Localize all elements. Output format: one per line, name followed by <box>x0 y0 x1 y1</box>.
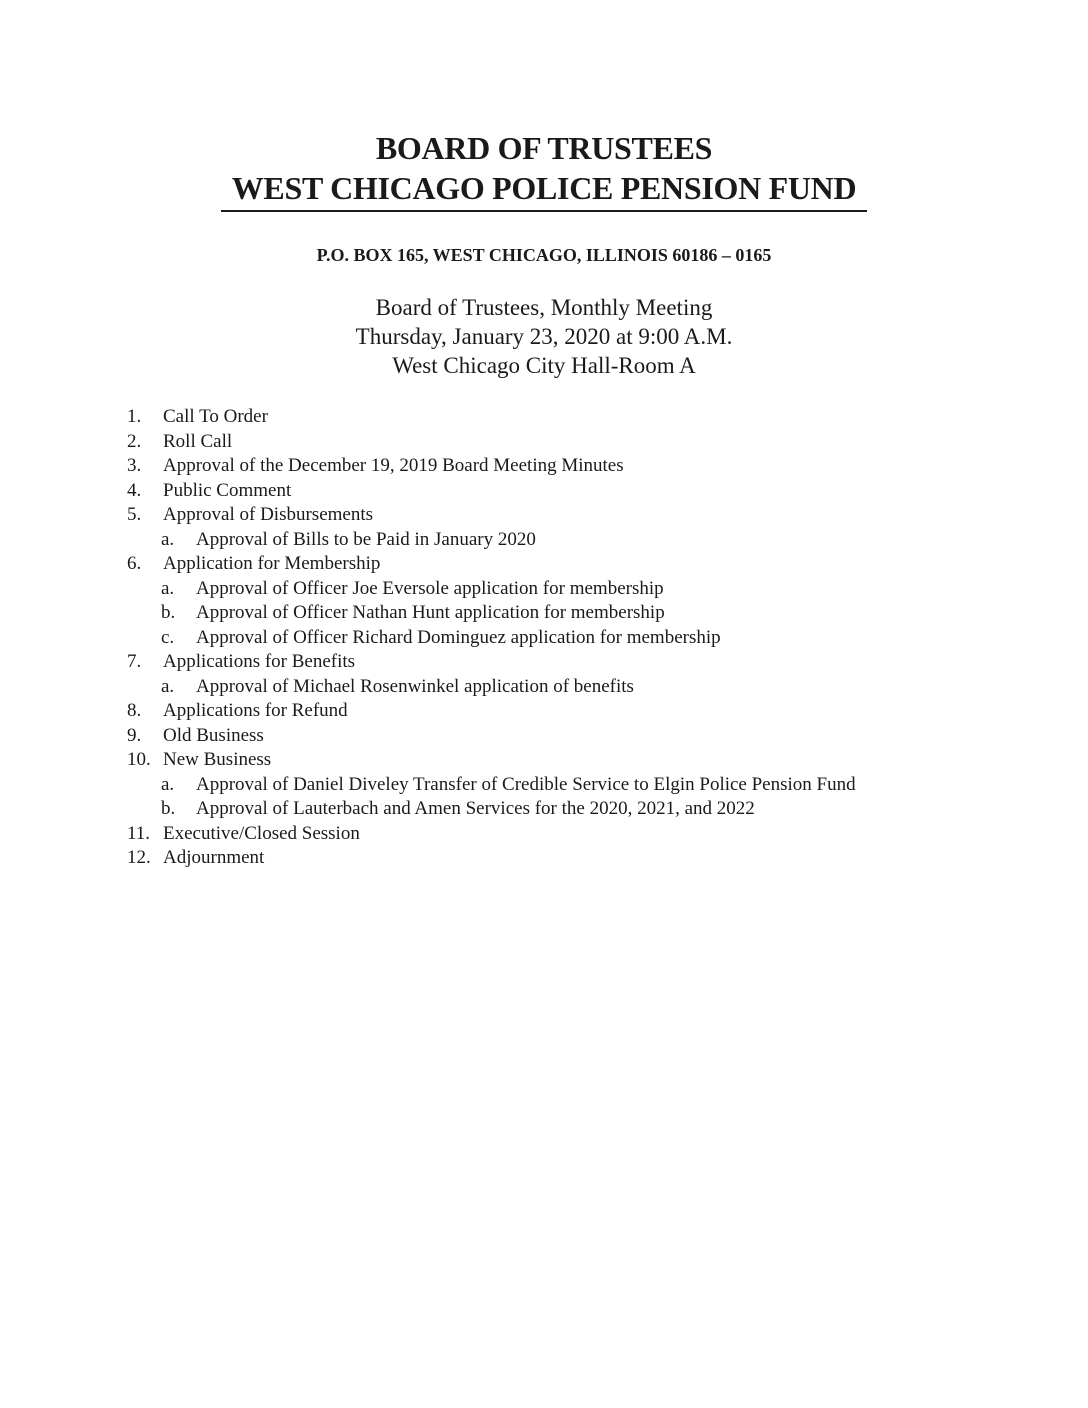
agenda-item-row <box>120 430 1020 455</box>
agenda-subitem-letter: b. <box>161 602 176 623</box>
title-line-1: BOARD OF TRUSTEES <box>375 130 713 166</box>
agenda-item-number: 10. <box>127 749 151 770</box>
agenda-item-number: 8. <box>127 700 142 721</box>
agenda-subitem-text: Approval of Bills to be Paid in January 2020 <box>196 528 536 550</box>
agenda-subitem-row <box>120 797 1020 822</box>
agenda-item-row <box>120 405 1020 430</box>
agenda-item-text: Applications for Benefits <box>163 651 356 672</box>
agenda-subitem-row <box>120 626 1020 651</box>
agenda-subitem-letter: a. <box>161 577 175 599</box>
agenda-subitem-letter: a. <box>161 675 175 697</box>
agenda-item-number: 9. <box>127 724 142 746</box>
agenda-item <box>120 454 1020 479</box>
agenda-subitem <box>120 773 1020 798</box>
agenda-item-number: 1. <box>127 406 142 427</box>
agenda-item-text: Adjournment <box>163 847 265 868</box>
agenda-item <box>120 822 1020 847</box>
agenda-sublist <box>120 577 1020 651</box>
agenda-item-text: Approval of the December 19, 2019 Board Meeting Minutes <box>163 455 624 476</box>
agenda-item-text: Application for Membership <box>163 553 381 574</box>
agenda-item-row <box>120 552 1020 577</box>
agenda-item-row <box>120 846 1020 871</box>
agenda-item <box>120 552 1020 650</box>
agenda-item-text: Public Comment <box>163 479 292 501</box>
meeting-title: Board of Trustees, Monthly Meeting <box>375 295 713 320</box>
agenda-subitem <box>120 601 1020 626</box>
agenda-subitem-text: Approval of Daniel Diveley Transfer of Credible Service to Elgin Police Pension Fund <box>196 773 856 795</box>
agenda-subitem-letter: a. <box>161 528 175 550</box>
agenda-item <box>120 699 1020 724</box>
agenda-sublist <box>120 773 1020 822</box>
agenda-item-text: Approval of Disbursements <box>163 504 374 525</box>
agenda-item-number: 6. <box>127 553 142 574</box>
agenda-item-number: 11. <box>127 822 151 844</box>
agenda-subitem-row <box>120 528 1020 553</box>
agenda-subitem-letter: b. <box>161 798 176 819</box>
agenda-sublist <box>120 528 1020 553</box>
agenda-item-text: Old Business <box>163 724 264 746</box>
agenda-subitem-text: Approval of Officer Richard Dominguez application for membership <box>196 626 721 648</box>
agenda-subitem <box>120 626 1020 651</box>
agenda-subitem-text: Approval of Michael Rosenwinkel application of benefits <box>196 675 634 697</box>
agenda-subitem-text: Approval of Lauterbach and Amen Services for the 2020, 2021, and 2022 <box>196 798 755 819</box>
agenda-subitem-letter: c. <box>161 626 175 648</box>
agenda-item-row <box>120 699 1020 724</box>
agenda-subitem <box>120 528 1020 553</box>
agenda-item-row <box>120 748 1020 773</box>
title-line-2: WEST CHICAGO POLICE PENSION FUND <box>231 170 857 206</box>
agenda-item <box>120 724 1020 749</box>
agenda-item-row <box>120 724 1020 749</box>
address: P.O. BOX 165, WEST CHICAGO, ILLINOIS 60186 – 0165 <box>316 245 772 265</box>
agenda-item-number: 5. <box>127 504 142 525</box>
agenda-item <box>120 503 1020 552</box>
agenda-item <box>120 479 1020 504</box>
agenda-item-row <box>120 503 1020 528</box>
agenda-subitem-row <box>120 601 1020 626</box>
agenda-item <box>120 405 1020 430</box>
agenda-subitem <box>120 577 1020 602</box>
meeting-date: Thursday, January 23, 2020 at 9:00 A.M. <box>355 324 733 349</box>
header-divider <box>221 210 867 212</box>
agenda-item-number: 3. <box>127 455 142 476</box>
agenda-item <box>120 430 1020 455</box>
agenda-subitem-text: Approval of Officer Joe Eversole application for membership <box>196 577 664 599</box>
header <box>200 128 888 208</box>
agenda-subitem-row <box>120 577 1020 602</box>
agenda-item-number: 2. <box>127 430 142 452</box>
agenda-sublist <box>120 675 1020 700</box>
meeting-info <box>200 293 888 380</box>
agenda-item <box>120 748 1020 822</box>
agenda-item-text: Roll Call <box>163 430 233 452</box>
agenda-subitem <box>120 675 1020 700</box>
agenda-item-text: New Business <box>163 749 272 770</box>
agenda-item <box>120 846 1020 871</box>
meeting-location: West Chicago City Hall-Room A <box>392 353 696 378</box>
agenda-item-row <box>120 822 1020 847</box>
agenda-item-row <box>120 650 1020 675</box>
agenda-item-number: 4. <box>127 479 142 501</box>
agenda-item-text: Applications for Refund <box>163 700 348 721</box>
agenda-subitem <box>120 797 1020 822</box>
agenda-list <box>120 405 1020 871</box>
agenda-item-row <box>120 479 1020 504</box>
agenda-subitem-row <box>120 675 1020 700</box>
agenda-item <box>120 650 1020 699</box>
agenda-item-number: 12. <box>127 847 151 868</box>
agenda-subitem-row <box>120 773 1020 798</box>
agenda-subitem-letter: a. <box>161 773 175 795</box>
agenda-subitem-text: Approval of Officer Nathan Hunt application for membership <box>196 602 665 623</box>
agenda-item-number: 7. <box>127 651 142 672</box>
agenda-item-text: Call To Order <box>163 406 268 427</box>
agenda-item-text: Executive/Closed Session <box>163 822 360 844</box>
agenda-item-row <box>120 454 1020 479</box>
